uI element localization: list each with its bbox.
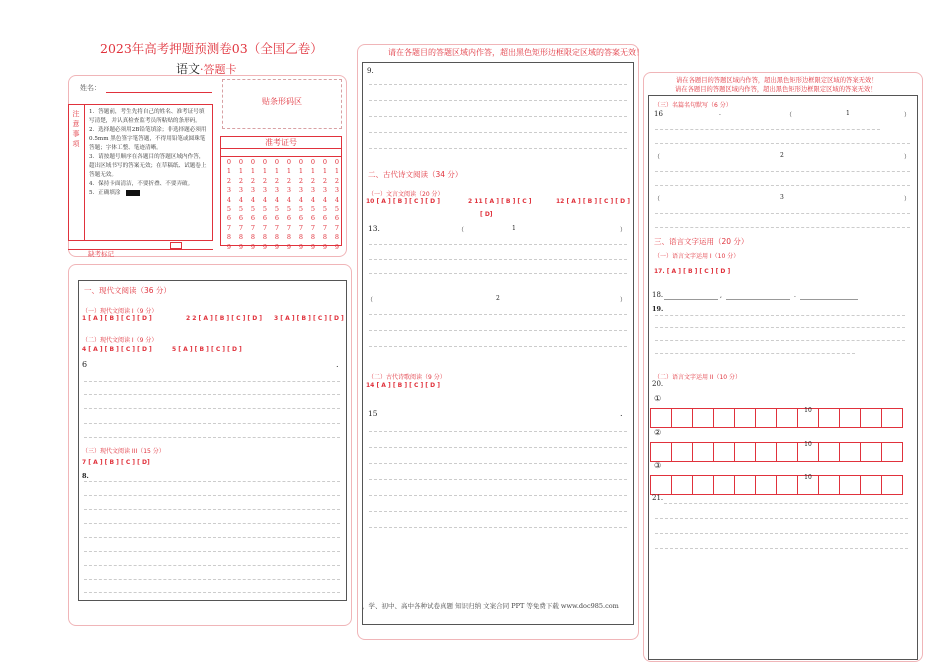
notice-label-char: 注 [72, 110, 80, 118]
q16-paren-close-3: ） [904, 196, 911, 203]
exam-id-digit[interactable]: 3 [286, 186, 292, 195]
answer-grid-cell[interactable] [714, 476, 735, 495]
exam-id-digit[interactable]: 2 [238, 176, 244, 185]
q6-number: 6 [82, 360, 88, 369]
answer-grid-cell[interactable] [714, 409, 735, 428]
exam-id-digit[interactable]: 0 [226, 158, 232, 166]
q4-choices[interactable]: 4 [ A ] [ B ] [ C ] [ D ] [82, 346, 152, 353]
answer-grid-cell[interactable] [735, 409, 756, 428]
exam-id-digit[interactable]: 3 [250, 186, 256, 195]
q5-choices[interactable]: 5 [ A ] [ B ] [ C ] [ D ] [172, 346, 242, 353]
exam-id-digit-column[interactable] [320, 158, 330, 252]
exam-id-digit[interactable]: 5 [238, 205, 244, 214]
q3-choices[interactable]: 3 [ A ] [ B ] [ C ] [ D ] [274, 315, 344, 322]
section4-sub2: （二）语言文字运用 II（10 分） [654, 374, 741, 381]
exam-id-digit[interactable]: 7 [238, 223, 244, 232]
q8-line[interactable] [84, 565, 340, 566]
answer-grid-cell[interactable] [777, 409, 798, 428]
exam-id-digit[interactable]: 6 [226, 214, 232, 223]
q15-line[interactable] [369, 431, 627, 432]
exam-id-digit[interactable]: 1 [310, 167, 316, 176]
exam-id-digit[interactable]: 8 [286, 233, 292, 242]
q13-line[interactable] [369, 244, 627, 245]
answer-grid-cell[interactable] [672, 476, 693, 495]
exam-id-digit[interactable]: 3 [262, 186, 268, 195]
q8-line[interactable] [84, 481, 340, 482]
exam-id-digit[interactable]: 4 [334, 195, 340, 204]
q21-line[interactable] [655, 533, 908, 534]
q16-line[interactable] [655, 185, 910, 186]
answer-grid-cell[interactable] [882, 443, 903, 462]
answer-grid-cell[interactable] [714, 443, 735, 462]
q15-line[interactable] [369, 463, 627, 464]
exam-id-digit[interactable]: 6 [334, 214, 340, 223]
q16-line[interactable] [655, 171, 910, 172]
exam-id-digit[interactable]: 9 [274, 242, 280, 251]
section2-title: 二、古代诗文阅读（34 分） [368, 170, 463, 179]
notice-label-char: 项 [72, 140, 80, 148]
exam-id-digit[interactable]: 1 [322, 167, 328, 176]
q18-number: 18. [652, 291, 664, 299]
exam-id-digit[interactable]: 5 [262, 205, 268, 214]
middle-inner [362, 62, 634, 625]
exam-id-digit[interactable]: 6 [310, 214, 316, 223]
exam-id-digit[interactable]: 4 [274, 195, 280, 204]
exam-id-digit[interactable]: 9 [262, 242, 268, 251]
q7-choices[interactable]: 7 [ A ] [ B ] [ C ] [ D] [82, 459, 150, 466]
q15-end-dot: . [620, 409, 623, 418]
answer-grid-cell[interactable] [798, 443, 819, 462]
answer-grid-cell[interactable] [693, 476, 714, 495]
answer-grid-cell[interactable] [777, 443, 798, 462]
exam-id-digit[interactable]: 6 [238, 214, 244, 223]
card-label: ·答题卡 [200, 63, 237, 76]
grid-count-mark: 10 [804, 474, 812, 481]
exam-id-digit[interactable]: 0 [286, 158, 292, 166]
q20-grid-2 [650, 442, 903, 462]
q19-number: 19. [652, 305, 664, 313]
exam-id-digit[interactable]: 6 [250, 214, 256, 223]
exam-id-digit[interactable]: 8 [298, 233, 304, 242]
q19-line[interactable] [655, 315, 905, 316]
q13-line[interactable] [369, 346, 627, 347]
answer-grid-cell[interactable] [819, 409, 840, 428]
q16-paren-open-2: （ [654, 154, 661, 161]
answer-grid-cell[interactable] [693, 409, 714, 428]
grid-count-mark: 10 [804, 441, 812, 448]
exam-id-digit[interactable]: 4 [310, 195, 316, 204]
exam-id-digit[interactable]: 4 [286, 195, 292, 204]
section3-title: （三）名篇名句默写（6 分） [654, 102, 732, 109]
section1-sub2: （二）现代文阅读 I（9 分） [82, 337, 158, 344]
exam-id-digit[interactable]: 0 [262, 158, 268, 166]
name-label: 姓名： [80, 84, 101, 92]
exam-id-digit[interactable]: 5 [286, 205, 292, 214]
right-warning-1: 请在各题目的答题区域内作答，超出黑色矩形边框限定区域的答案无效！ [676, 77, 878, 84]
absent-checkbox[interactable] [170, 242, 182, 249]
subject-name: 语文 [176, 62, 201, 76]
q20-number: 20. [652, 380, 664, 388]
section2-sub1: （一）文言文阅读（20 分） [368, 191, 444, 198]
q16-mark-1: 1 [846, 110, 850, 117]
exam-id-digit[interactable]: 6 [262, 214, 268, 223]
notice-item: 1．答题前，考生先将自己的姓名、准考证号填写清楚，并认真检查监考员所粘贴的条形码。 [89, 109, 205, 124]
answer-grid-cell[interactable] [840, 476, 861, 495]
exam-id-digit[interactable]: 3 [274, 186, 280, 195]
exam-id-digit-column[interactable] [308, 158, 318, 252]
exam-id-digit[interactable]: 4 [250, 195, 256, 204]
q13-paren-close-2: ） [620, 297, 627, 304]
exam-id-digit[interactable]: 8 [250, 233, 256, 242]
exam-id-digit-column[interactable] [272, 158, 282, 252]
q6-end-dot: . [336, 360, 339, 369]
q20-grid-1 [650, 408, 903, 428]
answer-grid-cell[interactable] [819, 443, 840, 462]
q13-line[interactable] [369, 259, 627, 260]
q16-number: 16 [654, 110, 663, 118]
exam-id-digit-column[interactable] [236, 158, 246, 252]
barcode-area [222, 79, 342, 129]
exam-id-digit[interactable]: 8 [322, 233, 328, 242]
exam-id-digit[interactable]: 1 [334, 167, 340, 176]
exam-id-digit[interactable]: 8 [262, 233, 268, 242]
q13-paren-open: （ [458, 227, 465, 234]
q21-line[interactable] [655, 548, 908, 549]
notice-item: 5．正确填涂 [89, 190, 121, 196]
q20-circle-2: ② [654, 428, 662, 437]
exam-id-digit[interactable]: 7 [250, 223, 256, 232]
answer-grid-cell[interactable] [840, 443, 861, 462]
q20-circle-1: ① [654, 394, 662, 403]
q6-line[interactable] [84, 437, 340, 438]
exam-id-digit-column[interactable] [248, 158, 258, 252]
absent-label: 缺考标记 [88, 250, 114, 258]
exam-id-digit[interactable]: 7 [262, 223, 268, 232]
exam-id-digit[interactable]: 3 [334, 186, 340, 195]
exam-id-digit-column[interactable] [296, 158, 306, 252]
exam-id-digit[interactable]: 1 [226, 167, 232, 176]
grid-count-mark: 10 [804, 407, 812, 414]
q19-line[interactable] [655, 327, 905, 328]
section1-inner [78, 280, 347, 601]
answer-grid-cell[interactable] [882, 476, 903, 495]
filled-example-icon [126, 190, 140, 196]
exam-id-digit[interactable]: 6 [298, 214, 304, 223]
q18-blank-2[interactable] [726, 299, 790, 300]
q8-line[interactable] [84, 495, 340, 496]
q6-line[interactable] [84, 381, 340, 382]
exam-id-digit[interactable]: 5 [250, 205, 256, 214]
q15-line[interactable] [369, 527, 627, 528]
barcode-label: 贴条形码区 [262, 97, 302, 106]
notice-label-col [68, 104, 85, 241]
exam-id-write-row[interactable] [221, 149, 341, 157]
exam-id-digit[interactable]: 2 [250, 176, 256, 185]
exam-id-digit[interactable]: 8 [238, 233, 244, 242]
answer-grid-cell[interactable] [651, 443, 672, 462]
right-warning-2: 请在各题目的答题区域内作答，超出黑色矩形边框限定区域的答案无效！ [675, 86, 877, 93]
q16-line[interactable] [655, 227, 910, 228]
q16-line[interactable] [655, 213, 910, 214]
exam-id-digit[interactable]: 2 [322, 176, 328, 185]
q21-number: 21. [652, 494, 664, 502]
q13-paren-open-2: （ [367, 297, 374, 304]
q8-line[interactable] [84, 537, 340, 538]
exam-id-digit[interactable]: 6 [286, 214, 292, 223]
answer-grid-cell[interactable] [798, 476, 819, 495]
notice-label-char: 意 [72, 120, 80, 128]
q9-line[interactable] [369, 116, 627, 117]
exam-id-digit[interactable]: 1 [238, 167, 244, 176]
exam-id-digit-column[interactable] [224, 158, 234, 252]
exam-id-digit[interactable]: 6 [274, 214, 280, 223]
q6-line[interactable] [84, 408, 340, 409]
q15-line[interactable] [369, 511, 627, 512]
exam-id-digit[interactable]: 0 [310, 158, 316, 166]
q8-line[interactable] [84, 523, 340, 524]
q11-choice-d[interactable]: [ D] [480, 211, 493, 218]
answer-grid-table [650, 442, 903, 462]
exam-id-digit[interactable]: 2 [262, 176, 268, 185]
answer-grid-cell[interactable] [693, 443, 714, 462]
q1-choices[interactable]: 1 [ A ] [ B ] [ C ] [ D ] [82, 315, 152, 322]
exam-id-digit[interactable]: 1 [262, 167, 268, 176]
notice-item: 4．保持卡面清洁，不要折叠、不要弄破。 [89, 181, 194, 187]
q8-number: 8. [82, 472, 89, 480]
section4-title: 三、语言文字运用（20 分） [654, 237, 749, 246]
q17-choices[interactable]: 17. [ A ] [ B ] [ C ] [ D ] [654, 268, 731, 275]
exam-id-digit[interactable]: 7 [226, 223, 232, 232]
exam-id-digit[interactable]: 0 [322, 158, 328, 166]
exam-id-digit[interactable]: 1 [274, 167, 280, 176]
exam-id-digit[interactable]: 4 [238, 195, 244, 204]
q8-line[interactable] [84, 592, 340, 593]
q9-line[interactable] [369, 84, 627, 85]
exam-id-digit[interactable]: 7 [334, 223, 340, 232]
exam-id-digit[interactable]: 9 [238, 242, 244, 251]
q9-line[interactable] [369, 148, 627, 149]
exam-id-digit[interactable]: 3 [226, 186, 232, 195]
exam-id-digit[interactable]: 8 [334, 233, 340, 242]
q21-line[interactable] [655, 518, 908, 519]
q13-mark-1: 1 [512, 225, 516, 232]
exam-id-digit[interactable]: 5 [322, 205, 328, 214]
q9-number: 9. [367, 67, 374, 75]
section1-title: 一、现代文阅读（36 分） [84, 286, 171, 295]
answer-grid-cell[interactable] [672, 409, 693, 428]
exam-id-digit[interactable]: 9 [298, 242, 304, 251]
q13-paren-close: ） [620, 227, 627, 234]
q18-sep-2: . [794, 292, 796, 299]
answer-grid-cell[interactable] [777, 476, 798, 495]
exam-id-digit[interactable]: 7 [298, 223, 304, 232]
exam-id-digit[interactable]: 3 [298, 186, 304, 195]
exam-id-digit[interactable]: 3 [238, 186, 244, 195]
answer-grid-cell[interactable] [756, 443, 777, 462]
answer-grid-cell[interactable] [861, 409, 882, 428]
q15-line[interactable] [369, 495, 627, 496]
q6-line[interactable] [84, 394, 340, 395]
q15-number: 15 [368, 409, 378, 418]
exam-id-digit[interactable]: 0 [250, 158, 256, 166]
q8-line[interactable] [84, 551, 340, 552]
exam-id-digit[interactable]: 5 [226, 205, 232, 214]
exam-id-digit[interactable]: 8 [274, 233, 280, 242]
q13-line[interactable] [369, 314, 627, 315]
answer-grid-cell[interactable] [861, 476, 882, 495]
q21-line[interactable] [664, 503, 908, 504]
exam-id-digit[interactable]: 4 [262, 195, 268, 204]
exam-id-digit[interactable]: 5 [274, 205, 280, 214]
exam-title: 2023年高考押题预测卷03（全国乙卷） [100, 41, 323, 56]
exam-id-digit[interactable]: 2 [298, 176, 304, 185]
section2-sub2: （二）古代诗歌阅读（9 分） [368, 374, 446, 381]
q8-line[interactable] [84, 509, 340, 510]
q16-paren-open-3: （ [654, 196, 661, 203]
exam-id-digit[interactable]: 4 [226, 195, 232, 204]
exam-id-digit[interactable]: 9 [250, 242, 256, 251]
answer-grid-table [650, 408, 903, 428]
exam-id-title: 准考证号 [221, 137, 341, 149]
exam-id-digit[interactable]: 1 [298, 167, 304, 176]
exam-id-digit[interactable]: 3 [310, 186, 316, 195]
notice-item: 2．选择题必须用2B铅笔填涂；非选择题必须用 0.5mm 黑色签字笔答题，不得用铅笔或圆珠笔答题；字体工整、笔迹清晰。 [89, 127, 207, 151]
answer-grid-cell[interactable] [735, 443, 756, 462]
exam-id-digit[interactable]: 8 [226, 233, 232, 242]
notice-item: 3．请按题号顺序在各题目的答题区域内作答，超出区域书写的答案无效；在草稿纸、试题卷上答题无效。 [89, 154, 207, 178]
q13-line[interactable] [369, 330, 627, 331]
exam-id-digit[interactable]: 9 [322, 242, 328, 251]
exam-id-digit[interactable]: 2 [274, 176, 280, 185]
q2-choices[interactable]: 2 2 [ A ] [ B ] [ C ] [ D ] [186, 315, 263, 322]
answer-grid-cell[interactable] [651, 409, 672, 428]
notice-items [89, 108, 210, 198]
answer-grid-cell[interactable] [798, 409, 819, 428]
q9-line[interactable] [369, 100, 627, 101]
exam-id-digit[interactable]: 9 [310, 242, 316, 251]
exam-id-digit[interactable]: 7 [310, 223, 316, 232]
q12-choices[interactable]: 12 [ A ] [ B ] [ C ] [ D ] [556, 198, 630, 205]
q10-choices[interactable]: 10 [ A ] [ B ] [ C ] [ D ] [366, 198, 440, 205]
exam-id-digit[interactable]: 1 [286, 167, 292, 176]
exam-id-digit[interactable]: 9 [226, 242, 232, 251]
q13-number: 13. [368, 224, 380, 233]
exam-id-digit[interactable]: 1 [250, 167, 256, 176]
footer-watermark: ，学、初中、高中各种试卷真题 知识归纳 文案合同 PPT 等免费下载 www.doc985.com [362, 602, 619, 610]
answer-grid-cell[interactable] [672, 443, 693, 462]
exam-id-digit[interactable]: 2 [286, 176, 292, 185]
exam-id-digit-column[interactable] [260, 158, 270, 252]
exam-id-digit[interactable]: 3 [322, 186, 328, 195]
exam-id-digit[interactable]: 8 [310, 233, 316, 242]
q20-circle-3: ③ [654, 461, 662, 470]
section1-sub1: （一）现代文阅读 I（9 分） [82, 308, 158, 315]
answer-grid-table [650, 475, 903, 495]
q18-blank-3[interactable] [800, 299, 858, 300]
exam-id-digit-column[interactable] [284, 158, 294, 252]
answer-grid-cell[interactable] [840, 409, 861, 428]
q18-blank-1[interactable] [664, 299, 718, 300]
answer-grid-cell[interactable] [819, 476, 840, 495]
exam-id-digit[interactable]: 0 [238, 158, 244, 166]
exam-id-digit[interactable]: 4 [298, 195, 304, 204]
section4-sub1: （一）语言文字运用 I（10 分） [654, 253, 740, 260]
exam-id-digit[interactable]: 5 [334, 205, 340, 214]
q6-line[interactable] [84, 423, 340, 424]
q19-line[interactable] [655, 340, 905, 341]
q18-sep-1: , [720, 292, 722, 299]
q9-line[interactable] [369, 132, 627, 133]
exam-id-digit[interactable]: 0 [298, 158, 304, 166]
notice-label-char: 事 [72, 130, 80, 138]
exam-id-digit[interactable]: 9 [334, 242, 340, 251]
answer-grid-cell[interactable] [882, 409, 903, 428]
q19-line[interactable] [655, 353, 855, 354]
exam-id-digit[interactable]: 0 [274, 158, 280, 166]
exam-id-digit[interactable]: 7 [322, 223, 328, 232]
exam-id-digit[interactable]: 5 [298, 205, 304, 214]
q16-dot: . [719, 110, 721, 117]
q16-paren-close-2: ） [904, 154, 911, 161]
q14-choices[interactable]: 14 [ A ] [ B ] [ C ] [ D ] [366, 382, 440, 389]
q16-mark-2: 2 [780, 152, 784, 159]
q16-paren-open-1: （ [786, 112, 793, 119]
middle-warning: 请在各题目的答题区域内作答，超出黑色矩形边框限定区域的答案无效！ [388, 48, 644, 57]
answer-grid-cell[interactable] [756, 409, 777, 428]
q16-line[interactable] [655, 129, 880, 130]
q16-mark-3: 3 [780, 194, 784, 201]
exam-id-digit[interactable]: 0 [334, 158, 340, 166]
exam-id-digit[interactable]: 9 [286, 242, 292, 251]
q20-grid-3 [650, 475, 903, 495]
q13-line[interactable] [369, 273, 627, 274]
section1-sub3: （三）现代文阅读 III（15 分） [82, 448, 165, 455]
answer-grid-cell[interactable] [756, 476, 777, 495]
exam-id-digit[interactable]: 5 [310, 205, 316, 214]
q13-mark-2: 2 [496, 295, 500, 302]
exam-id-digit[interactable]: 2 [310, 176, 316, 185]
answer-grid-cell[interactable] [735, 476, 756, 495]
exam-id-digit[interactable]: 4 [322, 195, 328, 204]
q15-line[interactable] [369, 447, 627, 448]
q16-line[interactable] [655, 143, 910, 144]
exam-id-digit-column[interactable] [332, 158, 342, 252]
exam-id-digit[interactable]: 7 [274, 223, 280, 232]
exam-id-digit[interactable]: 2 [334, 176, 340, 185]
exam-id-digit[interactable]: 7 [286, 223, 292, 232]
answer-grid-cell[interactable] [861, 443, 882, 462]
answer-grid-cell[interactable] [651, 476, 672, 495]
q11-choices[interactable]: 2 11 [ A ] [ B ] [ C ] [468, 198, 532, 205]
exam-id-digit[interactable]: 6 [322, 214, 328, 223]
q8-line[interactable] [84, 579, 340, 580]
exam-id-digit[interactable]: 2 [226, 176, 232, 185]
notice-item-fill-example [89, 189, 210, 198]
q15-line[interactable] [369, 479, 627, 480]
q16-paren-close-1: ） [904, 112, 911, 119]
